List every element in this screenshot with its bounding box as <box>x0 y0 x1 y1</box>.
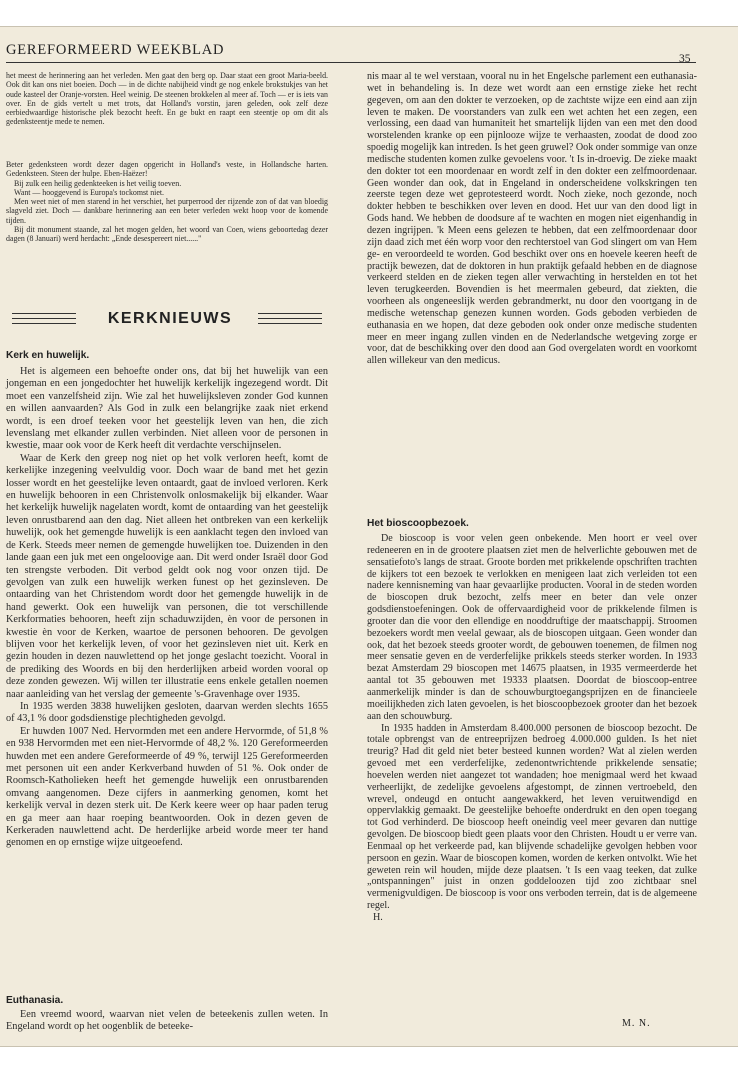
kerk-paragraph: Het is algemeen een behoefte onder ons, dat bij het huwelijk van een jongeman en een jongedochter het huwelijk kerkelijk ingezegend wordt. Dit moet een vanzelfsheid zijn. Wie zal het huwelijksleven zonder God kunnen en willen aanvaarden? Als God in zulk een belangrijke zaak niet erkend wordt, is een droef teeken voor het geestelijk leven van hen, die zich levenslang met elkander zullen verbinden. Niet alleen voor de personen in kwestie, maar ook voor de Kerk heeft dit verdachte verschijnselen. <box>6 366 328 452</box>
poem-line: Want — hooggevend is Europa's tockomst niet. <box>14 187 165 197</box>
eben-haezer-text <box>6 160 328 244</box>
intro-paragraph: het meest de herinnering aan het verleden. Men gaat den berg op. Daar staat een groot Maria-beeld. Ook dit kan ons niet boeien. Doch — in de dichte nabijheid vindt ge nog enkele brokstukjes van het oude kasteel der Oranje-vorsten. Heel weinig. De steenen brokkelen al meer af. Toch — er is iets van over. En de gids vertelt u met trots, dat Holland's vorstin, jaren geleden, ook zelf deze eerbiedwaardige historische plek bezocht heeft. En ge bukt en raapt een steentje op om dit als gedenksteentje mede te nemen. <box>6 71 328 127</box>
poem-line: Bij zulk een heilig gedenkteeken is het veilig toeven. <box>14 178 182 188</box>
kerk-en-huwelijk-body <box>6 366 328 850</box>
poem-line: Bij dit monument staande, zal het mogen gelden, het woord van Coen, wiens geboortedag dezer dagen (8 Januari) werd herdacht: „Ende desespereert niet......" <box>6 225 328 244</box>
header-rule <box>6 62 696 63</box>
left-rule-ornament <box>12 313 76 328</box>
section-title: KERKNIEUWS <box>107 310 233 327</box>
scan-bottom-margin <box>0 1046 738 1068</box>
euthanasia-paragraph-continued: nis maar al te wel verstaan, vooral nu in het Engelsche parlement een euthanasia-wet in behandeling is. In deze wet wordt aan een ernstige zieke het recht gegeven, om aan den dokter te verzoeken, op de zachtste wijze een eind aan zijn leven te maken. De voorstanders van zulk een wet achten het een zegen, een verlossing, een daad van humaniteit het smartelijk lijden van een met den dood worstelenden kranke op een pijnlooze wijze te verhaasten, zoodat de dood zoo spoedig mogelijk kan intreden. Is het geen gruwel? Ook onder sommige van onze medische studenten komen zulke gevoelens voor. 't Is in-droevig. De zieke maakt den dokter tot een moordenaar en wordt zelf in den dokter een zelfmoordenaar. Geen wonder dan ook, dat in Engeland in onderscheidene volkskringen ten zeerste tegen deze wet geprotesteerd wordt. Noch zieke, noch gezonde, noch dokter hebben te beschikken over leven en dood. Het uur van den dood ligt in Gods hand. We hebben de doodsure af te wachten en mogen niet eigenhandig in dezen ingrijpen. 'k Meen eens gelezen te hebben, dat een zelfmoordenaar door zijn daad zich met één worp voor den rechterstoel van God slingert om van Hem ge- en veroordeeld te worden. God beschikt over ons en hoevele keeren heeft de practijk bewezen, dat de doktoren in hun praktijk gefaald hebben en de diagnose verkeerd stelden en de zieken tegen aller verwachting in herstelden en tot het leven terugkeerden. Bovendien is het meermalen gebeurd, dat ziekten, die voorheen als ongeneeslijk werden gebrandmerkt, nu door den voortgang in de medische wetenschap genezen kunnen worden. Gods geboden verbieden de euthanasia en we hopen, dat deze geboden ook onder onze medische studenten meer en meer ingang zullen vinden en de Nederlandsche wetgeving zorge er voor, dat de beschikking over den dood aan God overgelaten wordt en voorkomt allen willekeur van den medicus. <box>367 71 697 367</box>
kerk-paragraph: Er huwden 1007 Ned. Hervormden met een andere Hervormde, of 51,8 % en 938 Hervormden met een niet-Hervormde of 48,2 %. 120 Gereformeerden huwden met een andere Gereformeerde of 49 %, terwijl 125 Gereformeerden met personen uit een ander Kerkverband huwden of 51 %. Ook onder de Roomsch-Katholieken heeft het gemengde huwelijk een onrustbarenden omvang aangenomen. Deze cijfers in aanmerking genomen, komt het kerkelijk verval in dezen sterk uit. De Kerk keere weer op haar paden terug en ga meer aan haar roeping beantwoorden. Ook in dezen geven de Kerkeraden nauwlettend acht. De herderlijke arbeid worde meer ter hand genomen en op ernstige wijze uitgeoefend. <box>6 725 328 849</box>
author-signature: M. N. <box>622 1018 651 1029</box>
kerknieuws-header <box>6 300 328 346</box>
page-number: 35 <box>679 53 691 65</box>
signature-initial: H. <box>373 912 383 923</box>
kerk-paragraph: In 1935 werden 3838 huwelijken gesloten, daarvan werden slechts 1655 of 43,1 % door godsdienstige plechtigheden gevolgd. <box>6 700 328 725</box>
euthanasia-body-continued <box>367 71 697 367</box>
heading-bioscoopbezoek: Het bioscoopbezoek. <box>367 518 469 529</box>
heading-euthanasia: Euthanasia. <box>6 995 64 1006</box>
euthanasia-paragraph-start: Een vreemd woord, waarvan niet velen de beteekenis zullen weten. In Engeland wordt op het oogenblik de beteeke- <box>6 1009 328 1033</box>
bios-paragraph: In 1935 hadden in Amsterdam 8.400.000 personen de bioscoop bezocht. De totale opbrengst van de entreeprijzen bedroeg 4.000.000 gulden. Is het niet treurig? Had dit geld niet beter besteed kunnen worden? Wat al zielen werden gevoed met een verderfelijke, zedenontwrichtende prikkelende sensatie; hoevelen werden niet aangezet tot wandaden; hoe menigmaal werd het kwaad verheerlijkt, de zedelijke gevoelens afgestompt, de zinnen vertroebeld, den wrevel, ondeugd en ontucht aangewakkerd, het leven veruitwendigd en oppervlakkig gemaakt. De geestelijke behoefte onderdrukt en den open toegang tot God verhinderd. De bioscoop heeft oneindig veel meer gevaren dan nuttige gevolgen. De bioscoop biedt geen plaats voor den Christen. Houdt u er verre van. Eenmaal op het verkeerde pad, kan blijvende schadelijke gevolgen hebben voor persoon en gezin. Waar de bioscopen komen, worden de kerken ontvolkt. Wie het geweten rein wil houden, mijde deze plaatsen. 't Is een vaag teeken, dat zulke „ontspanningen" juist in onzen goddeloozen tijd zoo zichtbaar snel vermenigvuldigen. De bioscoop is voor ons verboden terrein, dat is de algemeene regel. <box>367 722 697 912</box>
bioscoopbezoek-body <box>367 533 697 924</box>
intro-text <box>6 71 328 127</box>
scan-top-margin <box>0 0 738 27</box>
right-rule-ornament <box>258 313 322 328</box>
euthanasia-body-start <box>6 1009 328 1034</box>
publication-title: GEREFORMEERD WEEKBLAD <box>6 42 225 58</box>
heading-kerk-en-huwelijk: Kerk en huwelijk. <box>6 350 90 361</box>
bios-paragraph: De bioscoop is voor velen geen onbekende. Men hoort er veel over redeneeren en in de grootere plaatsen ziet men de helverlichte gebouwen met de sensatiefoto's langs de straat. Groote borden met prikkelende opschriften trachten de kijkers tot een bezoek te verlokken en menigeen laat zich verleiden tot een nadere kennisneming van haar gevaarlijke producten. Vooral in de steden worden de bioscopen druk bezocht, zelfs meer en beter dan vele onzer godsdienstoefeningen. Ook de offervaardigheid voor de prikkelende filmen is grooter dan die voor den ellendige en nooddruftige der maatschappij. Stroomen bezoekers wordt men veelal gewaar, als de bioscopen uitgaan. Geen wonder dan ook, dat het bezoek steeds grooter wordt, de gebouwen toenemen, de filmen nog meer sensatie geven en de verderfelijke prikkels steeds sterker worden. In 1933 bezat Amsterdam 29 bioscopen met 14675 plaatsen, in 1935 vermeerderde het aantal tot 35 gebouwen met 19333 plaatsen. Doordat de bioscoop-entree aanmerkelijk minder is dan de schouwburgtoegangsprijzen en de financieele moeilijkheden zich laten gevoelen, is het bioscoopbezoek grooter dan het bezoek aan den schouwburg. <box>367 533 697 722</box>
poem-line: Beter gedenksteen wordt dezer dagen opgericht in Holland's veste, in Hollandsche harten. Gedenksteen. Steen der hulpe. Eben-Haëzer! <box>6 160 328 179</box>
kerk-paragraph: Waar de Kerk den greep nog niet op het volk verloren heeft, komt de kerkelijke inzegening veelvuldig voor. Doch waar de band met het gezin losser wordt en het geestelijke leven ontaardt, gaat de invloed verloren. Kerk en huwelijk behooren in een Christenvolk onlosmakelijk bij elkander. Waar het kerkelijk huwelijk nagelaten wordt, komt de ontaarding van het geestelijk leven onrustbarend aan den dag. Niet alleen het ontbreken van een kerkelijk huwelijk, ook het gemengde huwelijk is een aanklacht tegen den invloed van de Kerk. Steeds meer nemen de gemengde huwelijken toe. Duizenden in den lande gaan een juk met een ongeloovige aan. Dit werd onder Israël door God ten strengste verboden. Dit verbod geldt ook nog voor onzen tijd. De gevolgen van zulk een huwelijk werken funest op het gezinsleven. De ontaarding van het Christendom wordt door het gemengde huwelijk in de hand gewerkt. Ook een huwelijk van personen, die tot verschillende Kerkformaties behooren, heeft zijn schaduwzijden, èn voor de personen in kwestie èn voor de Kerken, waartoe de personen behooren. De gevolgen blijven voor het kerkelijk leven, of voor het gezinsleven niet uit. Kerk en gezin houden in dezen nauwlettend op het jonge geslacht toezicht. Vooral in de prediking des Woords en bij den herderlijken arbeid worden vooral op deze zonden gewezen. Wij willen ter illustratie eens enkele getallen noemen naar aanleiding van het verslag der gemeente 's-Gravenhage over 1935. <box>6 452 328 700</box>
poem-line: Men weet niet of men starend in het verschiet, het purperrood der rijzende zon of dat van bloedig slagveld ziet. Doch — dankbare herinnering aan een beter verleden wekt hoop voor de komende tijden. <box>6 197 328 225</box>
